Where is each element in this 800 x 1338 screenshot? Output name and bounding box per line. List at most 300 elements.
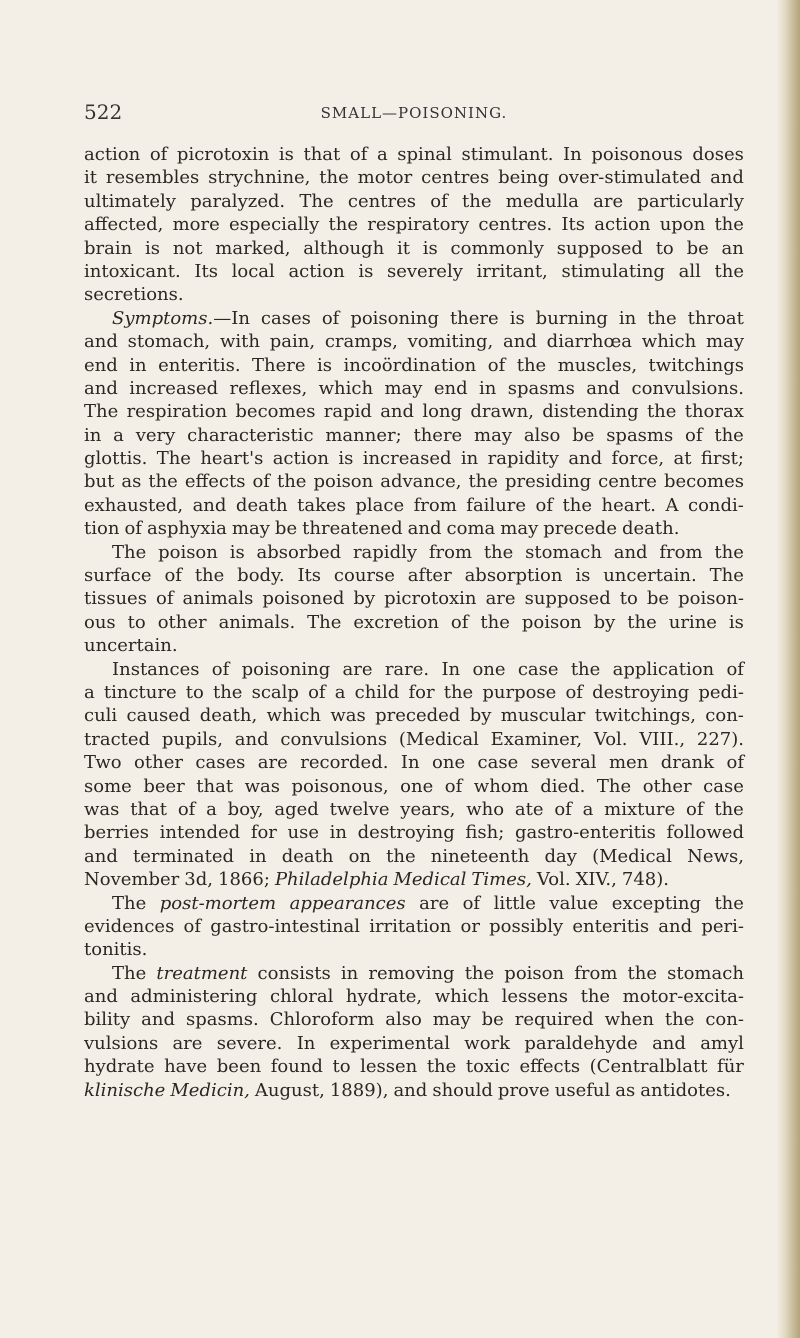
word: characteristic — [187, 424, 314, 446]
word: scalp — [251, 681, 299, 703]
word: distending — [542, 401, 639, 423]
word: takes — [297, 494, 346, 516]
text-line — [84, 938, 744, 961]
page-edge-shadow — [776, 0, 800, 1338]
word: have — [164, 1056, 208, 1078]
word: is — [422, 237, 438, 259]
word: centre — [598, 471, 657, 493]
word: The — [112, 962, 147, 984]
word: 227). — [696, 728, 744, 750]
word: is — [358, 260, 374, 282]
word: uncertain. — [603, 565, 697, 587]
word: of — [565, 681, 583, 703]
word: upon — [659, 214, 706, 236]
word: picrotoxin — [384, 588, 477, 610]
word: there — [413, 424, 463, 446]
word: may — [231, 518, 270, 540]
word: place — [355, 494, 405, 516]
word: but — [84, 471, 115, 493]
word: be — [646, 588, 670, 610]
word: motor-excita- — [622, 986, 744, 1008]
word: brain — [84, 237, 133, 259]
word: absorption — [464, 565, 563, 587]
word: doses — [692, 144, 744, 165]
word: are — [485, 588, 516, 610]
word: are — [257, 752, 288, 774]
word: died. — [540, 775, 586, 797]
word: ate — [514, 798, 544, 820]
word: poison — [521, 611, 582, 633]
word: 1866; — [218, 869, 270, 891]
text-line — [84, 704, 744, 727]
word: an — [721, 237, 744, 259]
word: picrotoxin — [176, 144, 270, 165]
word: the — [483, 541, 514, 563]
word: Its — [194, 260, 218, 282]
word: be — [274, 518, 298, 540]
word: application — [612, 658, 715, 680]
word: the — [426, 1056, 457, 1078]
text-line — [84, 447, 744, 470]
word: of — [462, 892, 481, 914]
word: The — [156, 448, 191, 470]
word: stimulating — [561, 260, 665, 282]
text-line — [84, 213, 744, 236]
word: of — [554, 798, 572, 820]
word: severely — [386, 260, 463, 282]
word: gastro-intestinal — [210, 915, 360, 937]
word: with — [219, 331, 260, 353]
word: the — [646, 401, 677, 423]
word: poisoning — [350, 307, 439, 329]
word: to — [185, 681, 204, 703]
word: marked, — [215, 237, 291, 259]
word: destroying — [357, 822, 455, 844]
word: men — [608, 752, 649, 774]
word: toxic — [465, 1056, 510, 1078]
word: all — [678, 260, 701, 282]
word: to — [655, 237, 674, 259]
word: other — [157, 611, 207, 633]
word: and — [710, 167, 744, 189]
word: paraldehyde — [524, 1032, 638, 1054]
word: severe. — [216, 1032, 283, 1054]
word: from — [413, 494, 457, 516]
word: nineteenth — [430, 845, 530, 867]
word: in — [340, 962, 359, 984]
word: of — [444, 775, 463, 797]
text-line — [84, 915, 744, 938]
word: rapidity — [487, 448, 559, 470]
word: the — [468, 471, 498, 493]
word: not — [172, 237, 203, 259]
word: secretions. — [84, 284, 184, 306]
word: possibly — [489, 915, 564, 937]
word: poison — [313, 471, 374, 493]
word: Its — [561, 214, 586, 236]
word: is — [145, 237, 161, 259]
word: or — [460, 915, 480, 937]
word: also — [385, 1009, 422, 1031]
word: incoördination — [343, 354, 477, 376]
word: are — [172, 1032, 203, 1054]
word: of — [487, 354, 506, 376]
word: cases — [260, 307, 311, 329]
word: action — [272, 448, 329, 470]
word: case — [517, 658, 559, 680]
word: terminated — [133, 845, 235, 867]
word: Chloroform — [269, 1009, 375, 1031]
word: poisonous — [591, 144, 683, 165]
word: intended — [159, 822, 241, 844]
text-line — [84, 517, 744, 540]
word: are — [593, 190, 624, 212]
word: more — [172, 214, 220, 236]
word: value — [549, 892, 599, 914]
word: followed — [666, 822, 744, 844]
word: enteritis. — [158, 354, 241, 376]
word: of — [149, 144, 168, 165]
word: be — [572, 424, 595, 446]
word: twitchings — [648, 354, 744, 376]
word: strychnine, — [208, 167, 311, 189]
word: The — [709, 565, 744, 587]
word: in — [129, 354, 147, 376]
word: poison — [158, 541, 218, 563]
word: spasms — [507, 377, 575, 399]
word: administering — [130, 986, 258, 1008]
word: as — [121, 471, 142, 493]
word: There — [252, 354, 306, 376]
word: spasms. — [185, 1009, 259, 1031]
word: the — [328, 214, 359, 236]
word: course — [333, 565, 395, 587]
word: and — [84, 986, 118, 1008]
text-line — [84, 377, 744, 400]
word: required — [514, 1009, 594, 1031]
word: the — [664, 1009, 695, 1031]
word: of — [124, 518, 142, 540]
word: bility — [84, 1009, 131, 1031]
word: Philadelphia — [274, 869, 389, 891]
word: found — [270, 1056, 323, 1078]
word: to — [127, 611, 146, 633]
word: being — [498, 167, 550, 189]
word: also — [523, 424, 561, 446]
word: asphyxia — [146, 518, 227, 540]
word: is — [509, 307, 525, 329]
word: should — [432, 1079, 493, 1101]
text-line — [84, 728, 744, 751]
word: destroying — [592, 681, 690, 703]
word: The — [84, 401, 119, 423]
word: action — [594, 214, 651, 236]
word: tion — [84, 518, 120, 540]
word: death — [281, 845, 334, 867]
word: Two — [84, 752, 122, 774]
word: death, — [199, 705, 258, 727]
word: very — [135, 424, 176, 446]
word: precede — [543, 518, 617, 540]
word: and — [393, 1079, 428, 1101]
word: convulsions — [280, 728, 388, 750]
word: for — [408, 681, 435, 703]
word: spasms — [606, 424, 674, 446]
word: The — [112, 541, 147, 563]
word: drank — [660, 752, 715, 774]
word: glottis. — [84, 448, 148, 470]
word: pupils, — [161, 728, 223, 750]
word: becomes — [663, 471, 744, 493]
word: of — [155, 588, 174, 610]
word: presiding — [504, 471, 592, 493]
word: The — [112, 892, 147, 914]
word: effects — [519, 1056, 581, 1078]
word: action — [84, 144, 141, 165]
word: the — [714, 541, 744, 563]
word: although — [303, 237, 385, 259]
word: the — [516, 354, 547, 376]
word: culi — [84, 705, 118, 727]
word: was — [330, 705, 366, 727]
text-line — [84, 564, 744, 587]
word: tincture — [103, 681, 177, 703]
word: commonly — [450, 237, 544, 259]
word: the — [714, 892, 744, 914]
text-line — [84, 681, 744, 704]
word: may — [474, 424, 512, 446]
word: The — [307, 611, 342, 633]
word: by — [353, 588, 376, 610]
text-line — [84, 1032, 744, 1055]
word: to — [619, 588, 638, 610]
word: the — [480, 611, 510, 633]
word: evidences — [84, 915, 175, 937]
word: and — [586, 377, 621, 399]
text-line — [84, 1079, 744, 1102]
word: rapidly — [352, 541, 418, 563]
word: of — [685, 424, 703, 446]
word: treatment — [156, 962, 248, 984]
word: hydrate — [84, 1056, 155, 1078]
word: the — [386, 845, 416, 867]
word: is — [575, 565, 591, 587]
word: one — [472, 658, 506, 680]
text-line — [84, 1055, 744, 1078]
word: of — [177, 798, 196, 820]
word: exhausted, — [84, 494, 184, 516]
word: are — [342, 658, 373, 680]
word: 3d, — [184, 869, 213, 891]
word: and — [84, 845, 118, 867]
word: reflexes, — [229, 377, 308, 399]
word: surface — [84, 565, 152, 587]
word: burning — [535, 307, 608, 329]
word: the — [627, 962, 657, 984]
word: con- — [705, 705, 744, 727]
word: muscles, — [557, 354, 638, 376]
word: irritant, — [476, 260, 548, 282]
word: by — [593, 611, 616, 633]
word: case — [703, 775, 744, 797]
word: of — [450, 611, 469, 633]
word: the — [627, 611, 657, 633]
word: whom — [473, 775, 529, 797]
word: supposed — [556, 237, 643, 259]
word: mixture — [604, 798, 676, 820]
word: prove — [497, 1079, 550, 1101]
word: the — [319, 167, 349, 189]
word: pain, — [269, 331, 316, 353]
word: caused — [126, 705, 191, 727]
page-number: 522 — [84, 100, 123, 124]
word: ous — [84, 611, 116, 633]
word: from — [574, 962, 618, 984]
word: (Medical — [592, 845, 673, 867]
word: be — [481, 1009, 504, 1031]
word: on — [348, 845, 372, 867]
word: little — [493, 892, 536, 914]
word: was — [244, 775, 280, 797]
word: use — [287, 822, 320, 844]
word: force, — [611, 448, 665, 470]
word: the — [714, 260, 744, 282]
word: centres. — [478, 214, 553, 236]
word: after — [407, 565, 452, 587]
word: of — [321, 307, 340, 329]
word: a — [582, 798, 594, 820]
word: work — [464, 1032, 511, 1054]
word: muscular — [500, 705, 586, 727]
word: VIII., — [639, 728, 686, 750]
text-line — [84, 962, 744, 985]
word: August, — [254, 1079, 325, 1101]
word: advance, — [380, 471, 462, 493]
body-text — [84, 143, 744, 1102]
word: für — [717, 1056, 744, 1078]
word: A — [665, 494, 679, 516]
word: first; — [700, 448, 744, 470]
word: the — [212, 681, 243, 703]
word: a — [334, 681, 346, 703]
text-line — [84, 658, 744, 681]
word: and — [503, 331, 537, 353]
running-head: SMALL—POISONING. — [320, 104, 508, 122]
word: day — [544, 845, 577, 867]
word: News, — [687, 845, 744, 867]
word: action — [288, 260, 345, 282]
word: Symptoms.—In — [112, 307, 250, 329]
word: stimulant. — [461, 144, 554, 165]
text-line — [84, 634, 744, 657]
word: cramps, — [324, 331, 398, 353]
text-line — [84, 845, 744, 868]
word: becomes — [235, 401, 316, 423]
word: amyl — [700, 1032, 744, 1054]
word: end — [84, 354, 118, 376]
word: lessens — [501, 986, 569, 1008]
word: boy, — [227, 798, 264, 820]
word: and — [234, 728, 269, 750]
word: stomach — [667, 962, 744, 984]
word: cases — [195, 752, 246, 774]
word: is — [728, 611, 744, 633]
text-line — [84, 424, 744, 447]
text-line — [84, 821, 744, 844]
word: in — [460, 448, 479, 470]
word: may — [706, 331, 744, 353]
text-line — [84, 587, 744, 610]
word: a — [206, 798, 217, 820]
word: increased — [362, 448, 452, 470]
word: tracted — [84, 728, 151, 750]
word: throat — [687, 307, 744, 329]
word: it — [84, 167, 97, 189]
word: berries — [84, 822, 150, 844]
word: absorbed — [256, 541, 342, 563]
word: rapid — [323, 401, 372, 423]
word: is — [338, 448, 354, 470]
word: been — [216, 1056, 262, 1078]
word: and — [380, 401, 415, 423]
word: animals. — [218, 611, 296, 633]
text-line — [84, 330, 744, 353]
word: and — [613, 541, 648, 563]
word: is — [229, 541, 245, 563]
word: increased — [129, 377, 219, 399]
text-line — [84, 892, 744, 915]
word: XIV., — [575, 869, 617, 891]
word: of — [252, 471, 270, 493]
word: animals — [182, 588, 254, 610]
word: tissues — [84, 588, 147, 610]
word: manner; — [325, 424, 402, 446]
word: and — [192, 494, 227, 516]
word: of — [726, 752, 744, 774]
word: in — [329, 822, 348, 844]
word: which — [434, 986, 490, 1008]
word: (Medical — [398, 728, 479, 750]
word: Vol. — [593, 728, 628, 750]
word: ultimately — [84, 190, 176, 212]
word: that — [303, 144, 341, 165]
word: which — [266, 705, 321, 727]
word: of — [726, 658, 744, 680]
word: medulla — [505, 190, 579, 212]
word: the — [580, 986, 611, 1008]
word: when — [604, 1009, 654, 1031]
text-line — [84, 541, 744, 564]
word: appearances — [289, 892, 406, 914]
word: the — [462, 190, 492, 212]
word: to — [332, 1056, 351, 1078]
word: the — [148, 471, 178, 493]
word: in — [479, 377, 497, 399]
word: and — [658, 915, 693, 937]
word: tonitis. — [84, 939, 148, 961]
word: the — [714, 214, 744, 236]
word: supposed — [524, 588, 611, 610]
word: failure — [466, 494, 527, 516]
word: a — [113, 424, 124, 446]
word: in — [618, 307, 637, 329]
word: the — [714, 798, 744, 820]
word: some — [84, 775, 132, 797]
word: death. — [622, 518, 680, 540]
word: several — [530, 752, 597, 774]
word: effects — [184, 471, 246, 493]
word: is — [278, 144, 294, 165]
